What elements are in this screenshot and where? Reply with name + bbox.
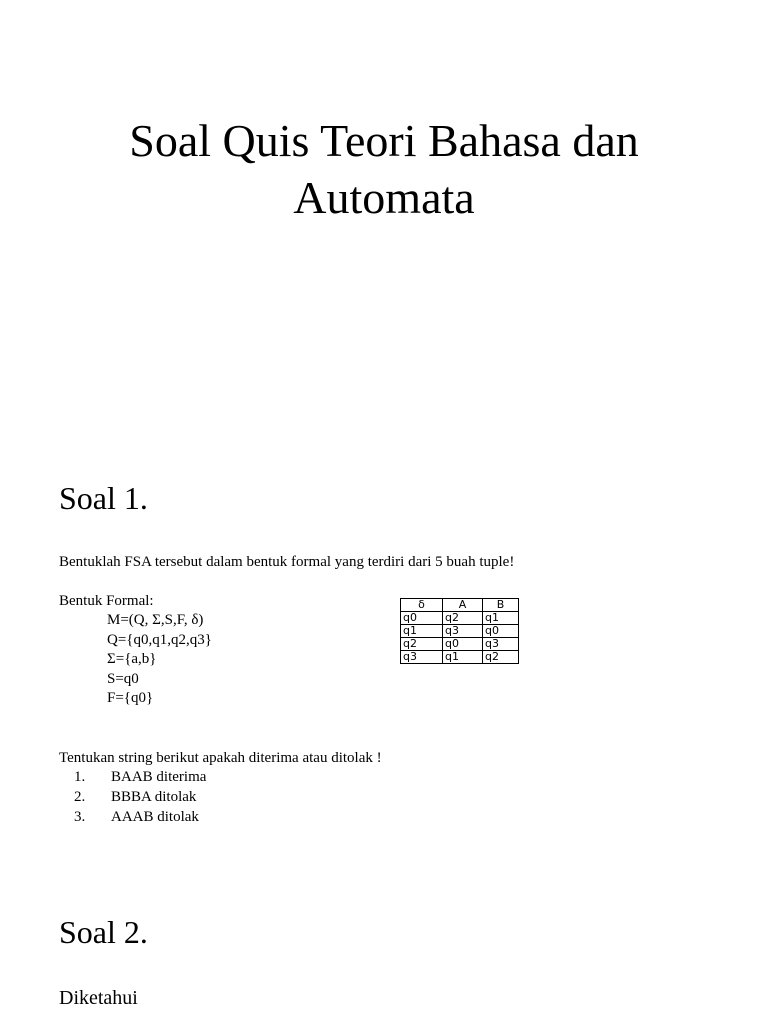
table-cell: q1 <box>443 651 483 664</box>
table-cell: q0 <box>443 638 483 651</box>
list-text: AAAB ditolak <box>111 809 199 825</box>
document-title <box>0 112 768 226</box>
soal-1-instruction: Bentuklah FSA tersebut dalam bentuk formal yang terdiri dari 5 buah tuple! <box>59 554 515 570</box>
table-cell: q3 <box>483 638 519 651</box>
table-header-cell: B <box>483 599 519 612</box>
table-row <box>401 625 519 638</box>
formal-line-sigma: Σ={a,b} <box>107 651 157 668</box>
formal-definition <box>107 611 212 709</box>
soal-2-heading: Soal 2. <box>59 914 148 950</box>
table-cell: q1 <box>401 625 443 638</box>
soal-1-question: Tentukan string berikut apakah diterima atau ditolak ! <box>59 750 382 766</box>
table-row <box>401 638 519 651</box>
table-row <box>401 651 519 664</box>
list-number: 3. <box>74 809 86 825</box>
table-row <box>401 612 519 625</box>
table-cell: q1 <box>483 612 519 625</box>
table-cell: q2 <box>443 612 483 625</box>
table-cell: q0 <box>401 612 443 625</box>
title-line-2: Automata <box>293 172 475 223</box>
formal-label: Bentuk Formal: <box>59 593 154 609</box>
soal-2-text: Diketahui <box>59 987 138 1009</box>
list-item <box>59 767 206 787</box>
table-header-cell: δ <box>401 599 443 612</box>
list-item <box>59 787 206 807</box>
list-item <box>59 807 206 827</box>
title-line-1: Soal Quis Teori Bahasa dan <box>129 115 639 166</box>
table-cell: q3 <box>443 625 483 638</box>
formal-line-m: M=(Q, Σ,S,F, δ) <box>107 612 204 628</box>
transition-table <box>400 598 519 664</box>
list-text: BBBA ditolak <box>111 789 197 805</box>
table-cell: q2 <box>483 651 519 664</box>
list-number: 2. <box>74 789 86 805</box>
table-cell: q2 <box>401 638 443 651</box>
formal-line-q: Q={q0,q1,q2,q3} <box>107 631 212 648</box>
table-header-row <box>401 599 519 612</box>
table-cell: q3 <box>401 651 443 664</box>
table-cell: q0 <box>483 625 519 638</box>
list-text: BAAB diterima <box>111 769 207 785</box>
answer-list <box>59 767 206 827</box>
formal-line-f: F={q0} <box>107 690 154 707</box>
formal-line-s: S=q0 <box>107 670 139 687</box>
list-number: 1. <box>74 769 86 785</box>
soal-1-heading: Soal 1. <box>59 480 148 516</box>
table-header-cell: A <box>443 599 483 612</box>
